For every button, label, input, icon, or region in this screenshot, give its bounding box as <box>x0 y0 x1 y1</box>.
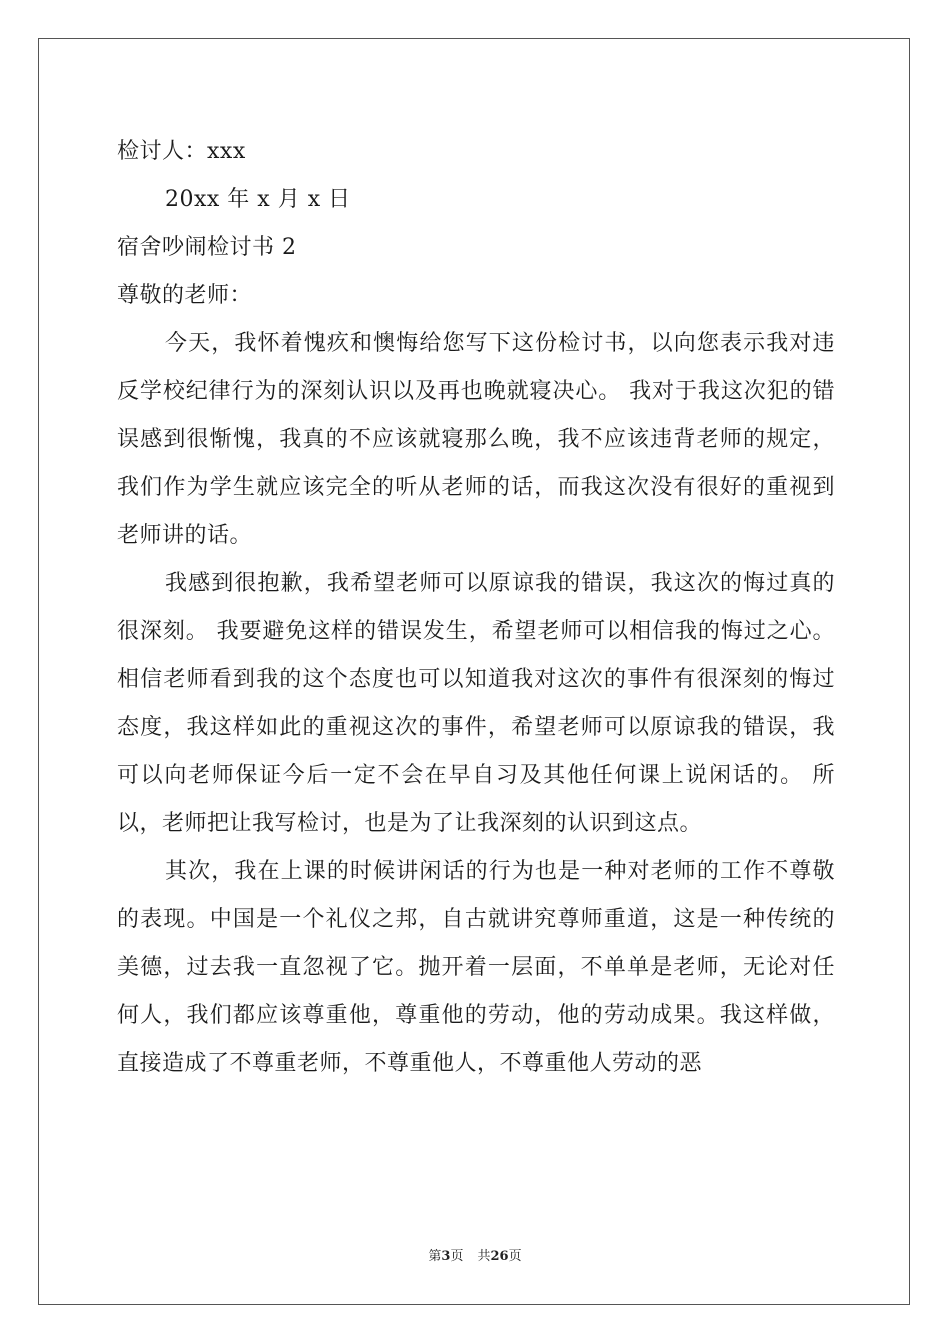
current-page-number: 3 <box>441 1249 451 1264</box>
page-footer <box>0 1245 950 1264</box>
document-body <box>117 128 835 1088</box>
footer-total-suffix: 页 <box>508 1249 522 1264</box>
paragraph-3: 其次，我在上课的时候讲闲话的行为也是一种对老师的工作不尊敬的表现。中国是一个礼仪之邦，自古就讲究尊师重道，这是一种传统的美德，过去我一直忽视了它。抛开着一层面，不单单是老师，无论对任何人，我们都应该尊重他，尊重他的劳动，他的劳动成果。我这样做，直接造成了不尊重老师，不尊重他人，不尊重他人劳动的恶 <box>117 859 835 1076</box>
footer-total-prefix: 共 <box>477 1249 491 1264</box>
salutation: 尊敬的老师： <box>117 283 253 308</box>
paragraph-2: 我感到很抱歉，我希望老师可以原谅我的错误，我这次的悔过真的很深刻。 我要避免这样的错误发生，希望老师可以相信我的悔过之心。 相信老师看到我的这个态度也可以知道我对这次的事件有很深刻的悔过态度，我这样如此的重视这次的事件，希望老师可以原谅我的错误，我可以向老师保证今后一定不会在早自习及其他任何课上说闲话的。 所以，老师把让我写检讨，也是为了让我深刻的认识到这点。 <box>117 571 835 836</box>
signer-line: 检讨人：xxx <box>117 139 246 164</box>
date-line: 20xx 年 x 月 x 日 <box>165 187 351 212</box>
paragraph-1: 今天，我怀着愧疚和懊悔给您写下这份检讨书，以向您表示我对违反学校纪律行为的深刻认识以及再也晚就寝决心。 我对于我这次犯的错误感到很惭愧，我真的不应该就寝那么晚，我不应该违背老师的规定，我们作为学生就应该完全的听从老师的话，而我这次没有很好的重视到老师讲的话。 <box>117 331 835 548</box>
letter-title: 宿舍吵闹检讨书 2 <box>117 235 297 260</box>
footer-prefix: 第 <box>428 1249 442 1264</box>
total-pages-number: 26 <box>490 1249 509 1264</box>
footer-page-suffix: 页 <box>450 1249 464 1264</box>
